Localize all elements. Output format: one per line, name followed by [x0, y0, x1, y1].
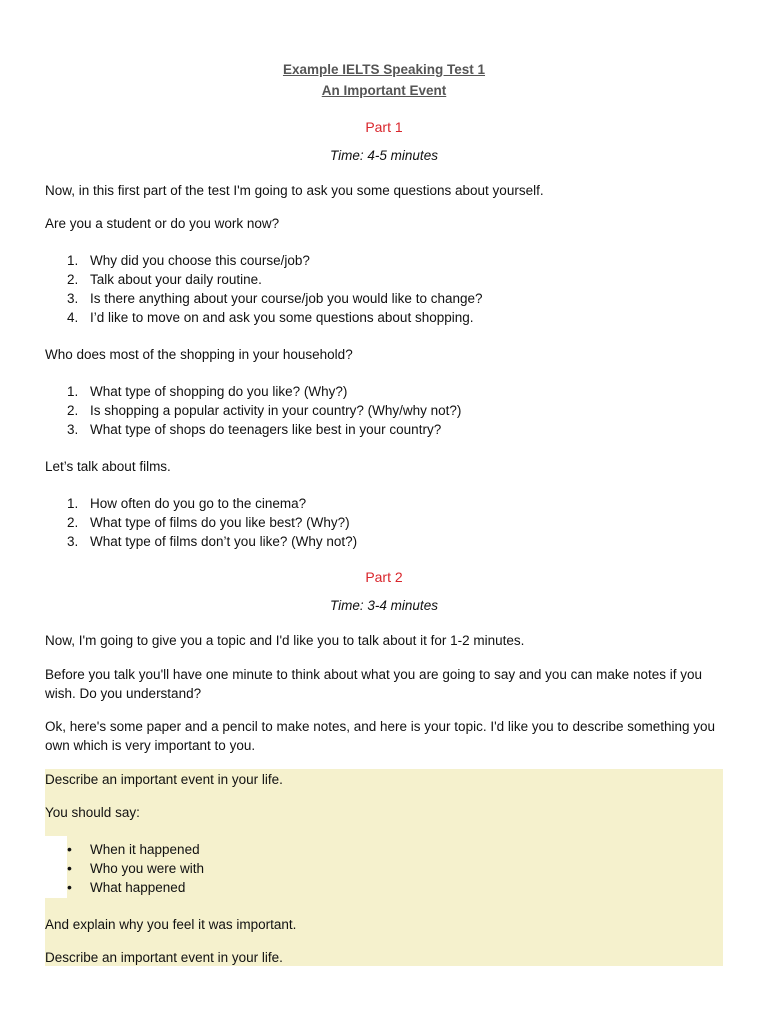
- list-item: • When it happened: [67, 841, 200, 857]
- bullet-icon: •: [67, 879, 72, 895]
- cue-card-should-say: You should say:: [45, 805, 140, 820]
- work-questions-list: [45, 251, 723, 327]
- cue-card-prompt: Describe an important event in your life.: [45, 772, 283, 787]
- cue-card-prompt-repeat: Describe an important event in your life.: [45, 950, 283, 965]
- part1-intro: Now, in this first part of the test I'm going to ask you some questions about yourself.: [45, 183, 544, 198]
- part2-heading: Part 2: [365, 569, 403, 585]
- list-item: 3. What type of films don’t you like? (Why not?): [67, 534, 358, 549]
- part2-instructions: Ok, here's some paper and a pencil to make notes, and here is your topic. I'd like you to describe something you own which is very important to you.: [45, 719, 716, 753]
- list-item: 1. What type of shopping do you like? (Why?): [67, 384, 348, 399]
- list-item: 3. What type of shops do teenagers like best in your country?: [67, 422, 442, 437]
- document-subtitle: An Important Event: [321, 83, 447, 98]
- part1-time: Time: 4-5 minutes: [330, 148, 438, 163]
- list-item: 1. How often do you go to the cinema?: [67, 496, 307, 511]
- list-item: • What happened: [67, 879, 186, 895]
- question-work: Are you a student or do you work now?: [45, 216, 280, 231]
- list-item: 2. Is shopping a popular activity in your country? (Why/why not?): [67, 403, 462, 418]
- films-questions-list: [45, 494, 723, 551]
- document-title: Example IELTS Speaking Test 1: [282, 62, 486, 77]
- cue-card-bullets: [45, 840, 723, 897]
- bullet-icon: •: [67, 860, 72, 876]
- question-films: Let’s talk about films.: [45, 459, 171, 474]
- part2-intro: Now, I'm going to give you a topic and I'd like you to talk about it for 1-2 minutes.: [45, 633, 525, 648]
- part2-time: Time: 3-4 minutes: [330, 598, 438, 613]
- shopping-questions-list: [45, 382, 723, 439]
- bullet-icon: •: [67, 841, 72, 857]
- list-item: 2. Talk about your daily routine.: [67, 272, 262, 287]
- list-item: 2. What type of films do you like best? (Why?): [67, 515, 350, 530]
- list-item: 4. I’d like to move on and ask you some questions about shopping.: [67, 310, 474, 325]
- part2-before: Before you talk you'll have one minute to think about what you are going to say and you can make notes if you wish. Do you understand?: [45, 667, 702, 701]
- part1-heading: Part 1: [365, 119, 403, 135]
- list-item: 3. Is there anything about your course/job you would like to change?: [67, 291, 483, 306]
- cue-card-explain: And explain why you feel it was important.: [45, 917, 297, 932]
- question-shopping: Who does most of the shopping in your household?: [45, 347, 353, 362]
- list-item: 1. Why did you choose this course/job?: [67, 253, 310, 268]
- list-item: • Who you were with: [67, 860, 205, 876]
